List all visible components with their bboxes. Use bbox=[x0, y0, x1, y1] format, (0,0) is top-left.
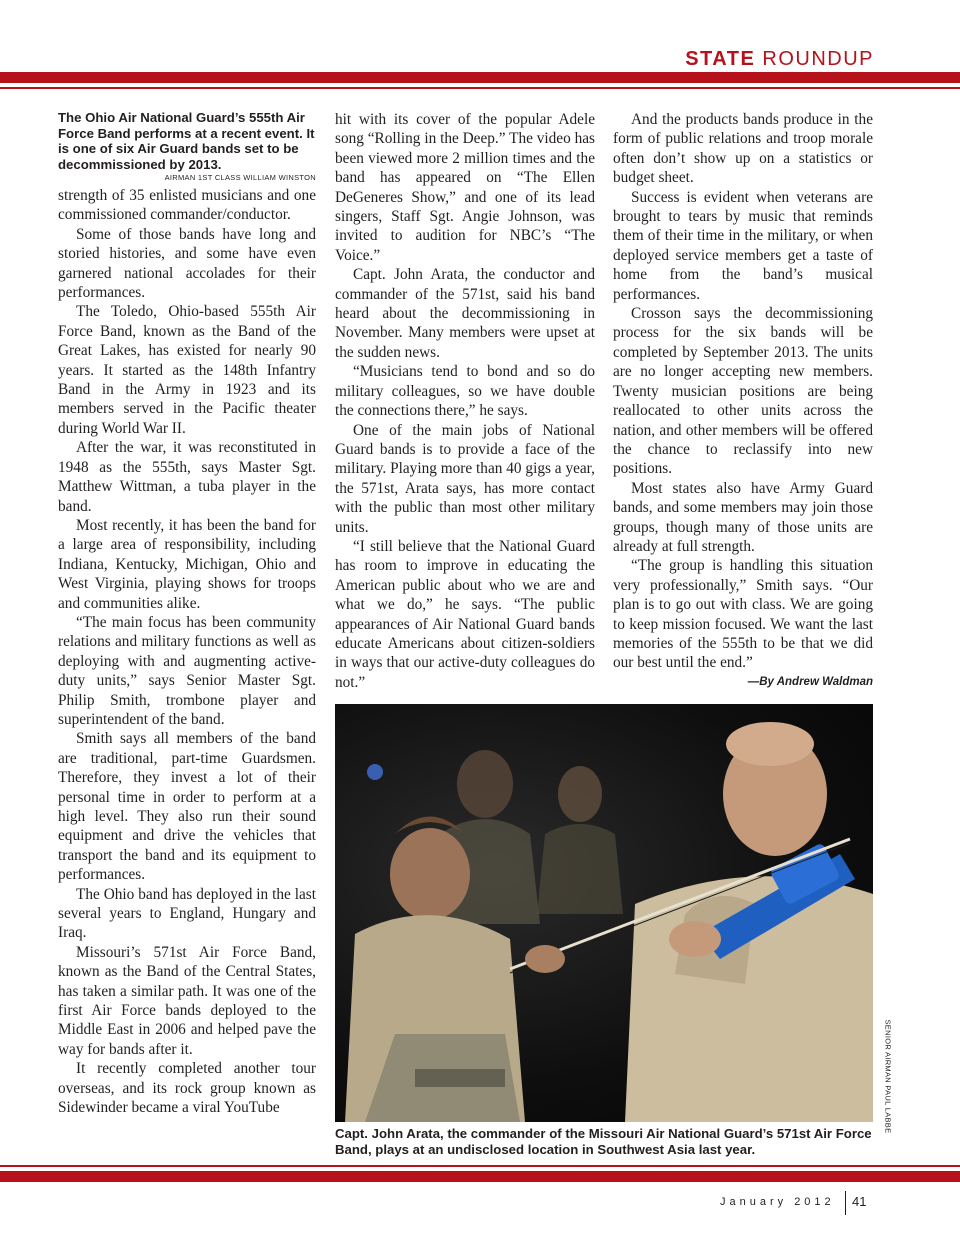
paragraph: “The main focus has been community relations and military functions as well as deploying with and augmenting active-duty units,” says Senior Master Sgt. Philip Smith, trombone player and superintendent of the band. bbox=[58, 613, 316, 728]
band-photo-illustration bbox=[335, 704, 873, 1122]
paragraph: One of the main jobs of National Guard bands is to provide a face of the military. Playing more than 40 gigs a year, the 571st, Arata says, has more contact with the public than most other military units. bbox=[335, 421, 595, 536]
article-column-2 bbox=[335, 110, 595, 692]
top-rule bbox=[0, 72, 960, 83]
paragraph: And the products bands produce in the form of public relations and troop morale often don’t show up on a statistics or budget sheet. bbox=[613, 111, 873, 187]
paragraph: Smith says all members of the band are traditional, part-time Guardsmen. Therefore, they invest a lot of their personal time in order to perform at a high level. They also run their sound equipment and drive the vehicles that transport the band and its equipment to performances. bbox=[58, 730, 316, 884]
page-number: 41 bbox=[852, 1194, 867, 1209]
footer-separator bbox=[845, 1191, 846, 1215]
bottom-rule-thin bbox=[0, 1165, 960, 1167]
byline: —By Andrew Waldman bbox=[747, 675, 873, 688]
paragraph: “Musicians tend to bond and so do military colleagues, so we have double the connections there,” he says. bbox=[335, 363, 595, 420]
paragraph: Most states also have Army Guard bands, and some members may join those groups, though many of those units are already at full strength. bbox=[613, 479, 873, 555]
bottom-rule bbox=[0, 1171, 960, 1182]
section-header-light: ROUNDUP bbox=[762, 48, 874, 70]
paragraph: “I still believe that the National Guard has room to improve in educating the American public about who we are and what we do,” he says. “The public appearances of Air National Guard bands educate Americans about citizen-soldiers in ways that our active-duty colleagues do not.” bbox=[335, 537, 595, 691]
paragraph: The Toledo, Ohio-based 555th Air Force Band, known as the Band of the Great Lakes, has existed for nearly 90 years. It started as the 148th Infantry Band in the Army in 1923 and its members served in the Pacific theater during World War II. bbox=[58, 303, 316, 437]
paragraph: It recently completed another tour overseas, and its rock group known as Sidewinder became a viral YouTube bbox=[58, 1060, 316, 1117]
paragraph: Most recently, it has been the band for a large area of responsibility, including Indiana, Kentucky, Michigan, Ohio and West Virginia, playing shows for troops and communities alike. bbox=[58, 516, 316, 612]
paragraph: Capt. John Arata, the conductor and commander of the 571st, said his band heard about the decommissioning in November. Many members were upset at the sudden news. bbox=[335, 266, 595, 361]
paragraph: strength of 35 enlisted musicians and one commissioned commander/conductor. bbox=[58, 187, 316, 224]
paragraph: Some of those bands have long and storied histories, and some have even garnered national accolades for their performances. bbox=[58, 225, 316, 302]
photo-caption: Capt. John Arata, the commander of the Missouri Air National Guard’s 571st Air Force Band, plays at an undisclosed location in Southwest Asia last year. bbox=[335, 1126, 872, 1157]
photo-credit bbox=[878, 1019, 893, 1134]
top-photo-caption: The Ohio Air National Guard’s 555th Air Force Band performs at a recent event. It is one of six Air Guard bands set to be decommissioned by 2013. bbox=[58, 110, 315, 172]
footer-date: January 2012 bbox=[720, 1196, 835, 1208]
section-header bbox=[685, 48, 874, 71]
paragraph: The Ohio band has deployed in the last several years to England, Hungary and Iraq. bbox=[58, 885, 316, 942]
paragraph: “The group is handling this situation very professionally,” Smith says. “Our plan is to go out with class. We are going to keep mission focused. We want the last memories of the 555th to be that we did our best until the end.” bbox=[613, 557, 873, 672]
section-header-bold: STATE bbox=[685, 48, 756, 70]
article-column-1 bbox=[58, 186, 316, 1118]
top-rule-thin bbox=[0, 87, 960, 89]
band-photo bbox=[335, 704, 873, 1122]
paragraph: Crosson says the decommissioning process for the six bands will be completed by September 2013. The units are no longer accepting new members. Twenty musician positions are being reallocated to other units across the nation, and other members will be offered the chance to reclassify into new positions. bbox=[613, 305, 873, 478]
article-column-3 bbox=[613, 110, 873, 692]
paragraph: Success is evident when veterans are brought to tears by music that reminds them of their time in the military, or when deployed service members get a taste of home from the band’s musical performances. bbox=[613, 188, 873, 303]
paragraph: hit with its cover of the popular Adele song “Rolling in the Deep.” The video has been viewed more 2 million times and the band has appeared on “The Ellen DeGeneres Show,” and one of its lead singers, Staff Sgt. Angie Johnson, was invited to audition for NBC’s “The Voice.” bbox=[335, 111, 595, 264]
photo-credit-text: SENIOR AIRMAN PAUL LABBE bbox=[883, 1019, 893, 1134]
top-photo-credit: AIRMAN 1ST CLASS WILLIAM WINSTON bbox=[164, 173, 316, 182]
paragraph: After the war, it was reconstituted in 1948 as the 555th, says Master Sgt. Matthew Wittman, a tuba player in the band. bbox=[58, 439, 316, 515]
paragraph: Missouri’s 571st Air Force Band, known as the Band of the Central States, has taken a similar path. It was one of the first Air Force bands deployed to the Middle East in 2006 and helped pave the way for bands after it. bbox=[58, 943, 316, 1058]
